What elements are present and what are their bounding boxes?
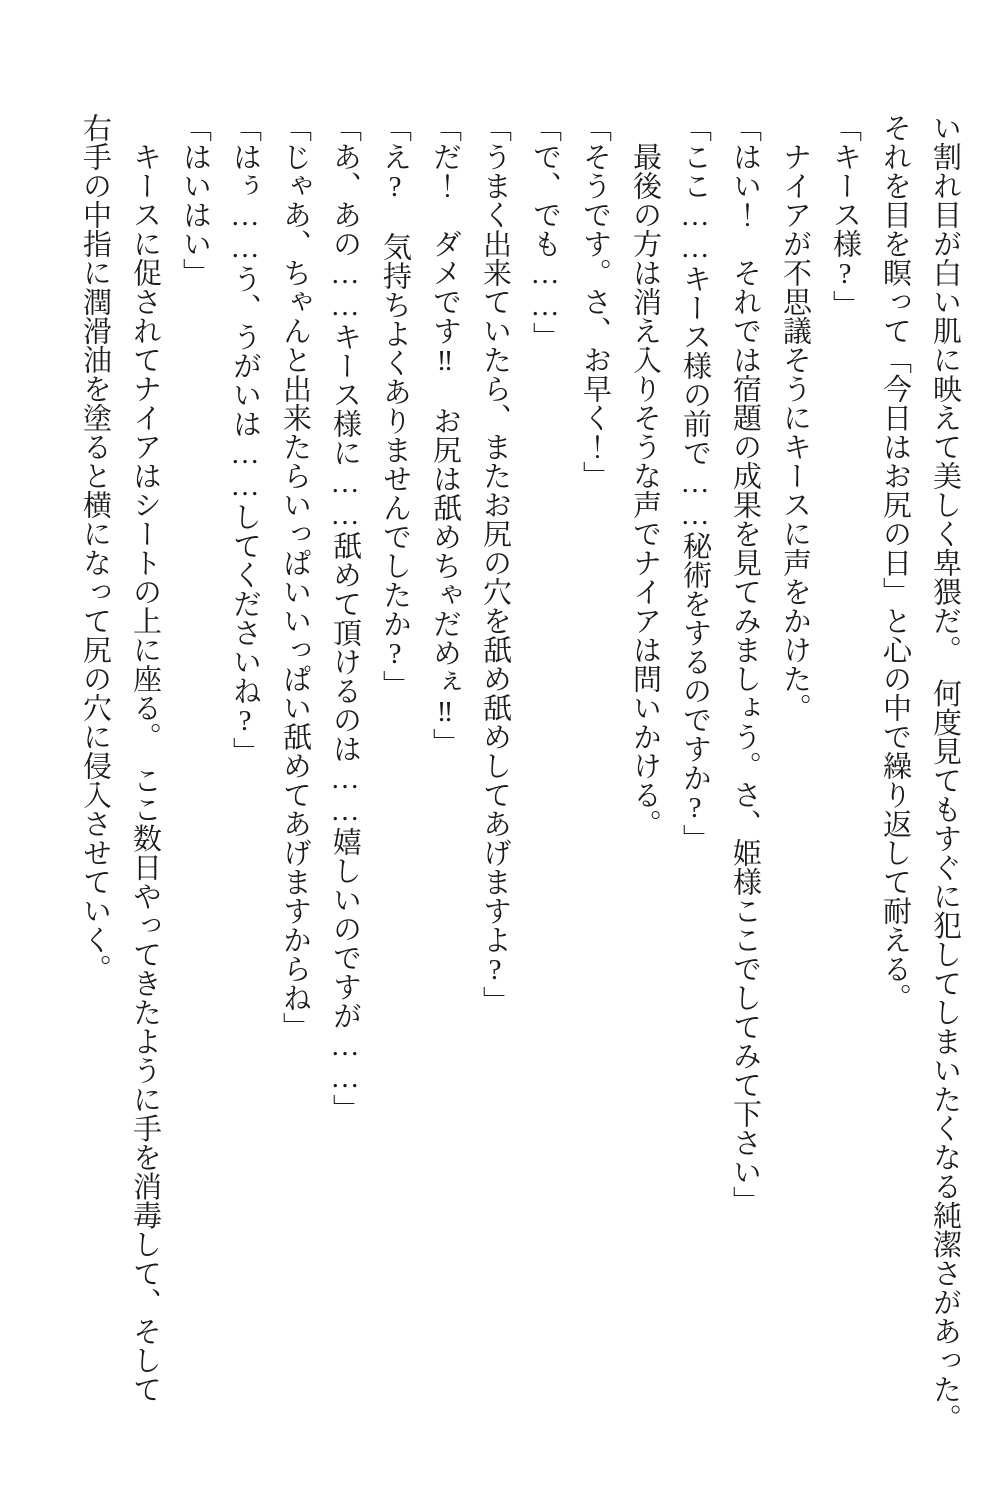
narration-paragraph: キースに促されてナイアはシートの上に座る。 ここ数日やってきたように手を消毒して、そして右手の中指に潤滑油を塗ると横になって尻の穴に侵入させていく。 <box>79 113 161 1404</box>
dialogue-paragraph: 「はいはい」 <box>179 113 211 287</box>
dialogue-paragraph: 「で、でも……」 <box>529 113 561 351</box>
dialogue-paragraph: 「はぅ……う、うがいは……してくださいね?」 <box>229 113 261 766</box>
dialogue-paragraph: 「うまく出来ていたら、またお尻の穴を舐め舐めしてあげますよ?」 <box>479 113 511 1015</box>
dialogue-paragraph: 「ここ……キース様の前で……秘術をするのですか?」 <box>679 113 711 853</box>
novel-text-block <box>68 113 970 1447</box>
narration-paragraph: 最後の方は消え入りそうな声でナイアは問いかける。 <box>629 113 661 838</box>
dialogue-paragraph: 「そうです。さ、お早く！」 <box>579 113 611 490</box>
dialogue-paragraph: 「はい！ それでは宿題の成果を見てみましょう。さ、姫様ここでしてみて下さい」 <box>729 113 761 1215</box>
dialogue-paragraph: 「だ！ ダメです‼ お尻は舐めちゃだめぇ‼」 <box>429 113 461 757</box>
narration-paragraph: ナイアが不思議そうにキースに声をかけた。 <box>779 113 811 722</box>
dialogue-paragraph: 「あ、あの……キース様に……舐めて頂けるのは……嬉しいのですが……」 <box>329 113 361 1123</box>
narration-paragraph: い割れ目が白い肌に映えて美しく卑猥だ。 何度見てもすぐに犯してしまいたくなる純潔さがあった。 それを目を瞑って「今日はお尻の日」と心の中で繰り返して耐える。 <box>879 113 961 1447</box>
dialogue-paragraph: 「え? 気持ちよくありませんでしたか?」 <box>379 113 411 699</box>
dialogue-paragraph: 「じゃあ、ちゃんと出来たらいっぱいいっぱい舐めてあげますからね」 <box>279 113 311 1041</box>
dialogue-paragraph: 「キース様?」 <box>829 113 861 319</box>
